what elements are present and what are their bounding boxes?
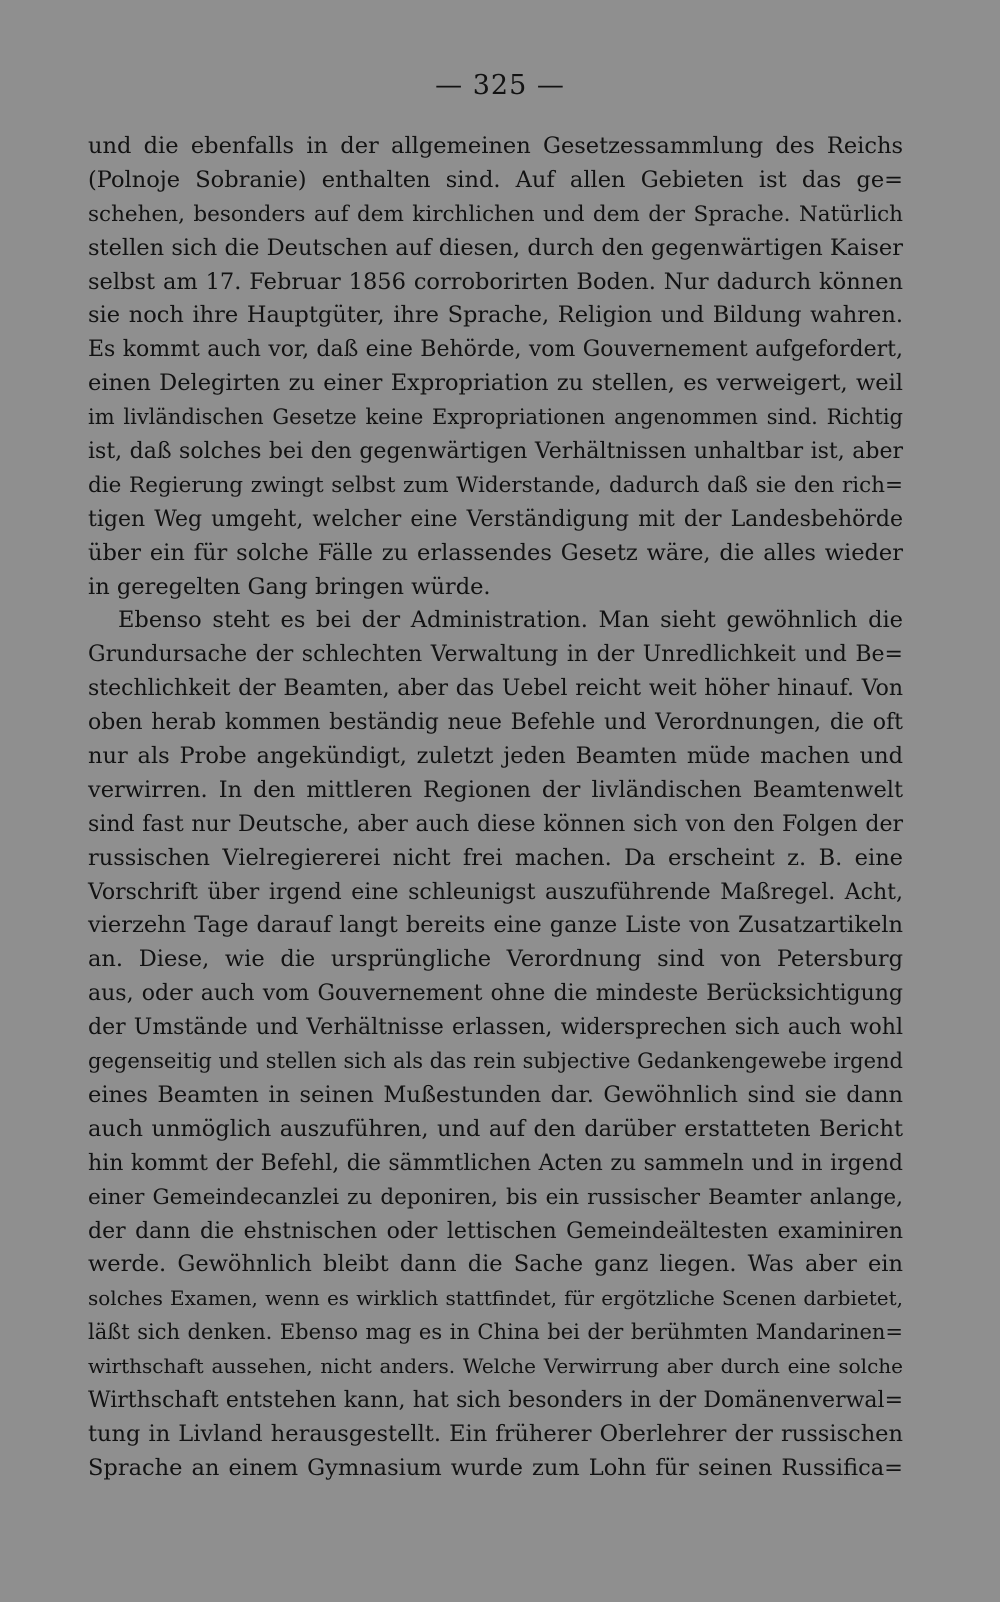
text-line: Grundursache der schlechten Verwaltung in der Unredlichkeit und Be= bbox=[88, 642, 903, 668]
page-number: — 325 — bbox=[435, 70, 565, 101]
text-line: ist, daß solches bei den gegenwärtigen Verhältnissen unhaltbar ist, aber bbox=[88, 439, 903, 465]
text-line: selbst am 17. Februar 1856 corroborirten Boden. Nur dadurch können bbox=[88, 268, 903, 295]
text-line: werde. Gewöhnlich bleibt dann die Sache ganz liegen. Was aber ein bbox=[88, 1251, 903, 1278]
text-line: sie noch ihre Hauptgüter, ihre Sprache, Religion und Bildung wahren. bbox=[88, 302, 903, 329]
text-line: schehen, besonders auf dem kirchlichen und dem der Sprache. Natürlich bbox=[88, 201, 903, 227]
text-line: verwirren. In den mittleren Regionen der livländischen Beamtenwelt bbox=[88, 776, 903, 803]
text-line: hin kommt der Befehl, die sämmtlichen Acten zu sammeln und in irgend bbox=[88, 1150, 903, 1176]
text-line: einer Gemeindecanzlei zu deponiren, bis ein russischer Beamter anlange, bbox=[88, 1184, 903, 1210]
text-line: solches Examen, wenn es wirklich stattfindet, für ergötzliche Scenen darbietet, bbox=[88, 1286, 903, 1311]
text-line: Ebenso steht es bei der Administration. Man sieht gewöhnlich die bbox=[118, 607, 903, 634]
text-line: wirthschaft aussehen, nicht anders. Welche Verwirrung aber durch eine solche bbox=[88, 1354, 903, 1379]
text-line: an. Diese, wie die ursprüngliche Verordnung sind von Petersburg bbox=[88, 946, 903, 973]
text-line: sind fast nur Deutsche, aber auch diese können sich von den Folgen der bbox=[88, 811, 903, 837]
text-line: auch unmöglich auszuführen, und auf den darüber erstatteten Bericht bbox=[88, 1115, 903, 1142]
text-line: der Umstände und Verhältnisse erlassen, widersprechen sich auch wohl bbox=[88, 1015, 903, 1041]
text-line: über ein für solche Fälle zu erlassendes Gesetz wäre, die alles wieder bbox=[88, 539, 903, 566]
text-line: Sprache an einem Gymnasium wurde zum Lohn für seinen Russifica= bbox=[88, 1454, 903, 1481]
text-line: läßt sich denken. Ebenso mag es in China bei der berühmten Mandarinen= bbox=[88, 1320, 903, 1345]
text-line: vierzehn Tage darauf langt bereits eine ganze Liste von Zusatzartikeln bbox=[88, 912, 903, 939]
text-line: tigen Weg umgeht, welcher eine Verständigung mit der Landesbehörde bbox=[88, 506, 903, 532]
body-text bbox=[88, 130, 903, 1486]
text-line: gegenseitig und stellen sich als das rein subjective Gedankengewebe irgend bbox=[88, 1049, 903, 1074]
text-line: tung in Livland herausgestellt. Ein früherer Oberlehrer der russischen bbox=[88, 1420, 903, 1447]
text-line: die Regierung zwingt selbst zum Widerstande, dadurch daß sie den rich= bbox=[88, 472, 903, 498]
text-line: russischen Vielregiererei nicht frei machen. Da erscheint z. B. eine bbox=[88, 844, 903, 871]
text-line: der dann die ehstnischen oder lettischen Gemeindeältesten examiniren bbox=[88, 1218, 903, 1244]
text-line: eines Beamten in seinen Mußestunden dar. Gewöhnlich sind sie dann bbox=[88, 1081, 903, 1108]
text-line: (Polnoje Sobranie) enthalten sind. Auf allen Gebieten ist das ge= bbox=[88, 166, 903, 193]
text-line: Vorschrift über irgend eine schleunigst auszuführende Maßregel. Acht, bbox=[88, 879, 903, 905]
text-line: stechlichkeit der Beamten, aber das Uebel reicht weit höher hinauf. Von bbox=[88, 676, 903, 702]
text-line: und die ebenfalls in der allgemeinen Gesetzessammlung des Reichs bbox=[88, 133, 903, 159]
text-line: in geregelten Gang bringen würde. bbox=[88, 573, 491, 600]
text-line: nur als Probe angekündigt, zuletzt jeden Beamten müde machen und bbox=[88, 743, 903, 770]
text-line: stellen sich die Deutschen auf diesen, durch den gegenwärtigen Kaiser bbox=[88, 234, 903, 261]
text-line: aus, oder auch vom Gouvernement ohne die mindeste Berücksichtigung bbox=[88, 981, 903, 1007]
text-line: oben herab kommen beständig neue Befehle und Verordnungen, die oft bbox=[88, 710, 903, 736]
text-line: Es kommt auch vor, daß eine Behörde, vom Gouvernement aufgefordert, bbox=[88, 337, 903, 363]
text-line: Wirthschaft entstehen kann, hat sich besonders in der Domänenverwal= bbox=[88, 1387, 903, 1413]
text-line: einen Delegirten zu einer Expropriation zu stellen, es verweigert, weil bbox=[88, 370, 903, 397]
text-line: im livländischen Gesetze keine Expropriationen angenommen sind. Richtig bbox=[88, 405, 903, 430]
